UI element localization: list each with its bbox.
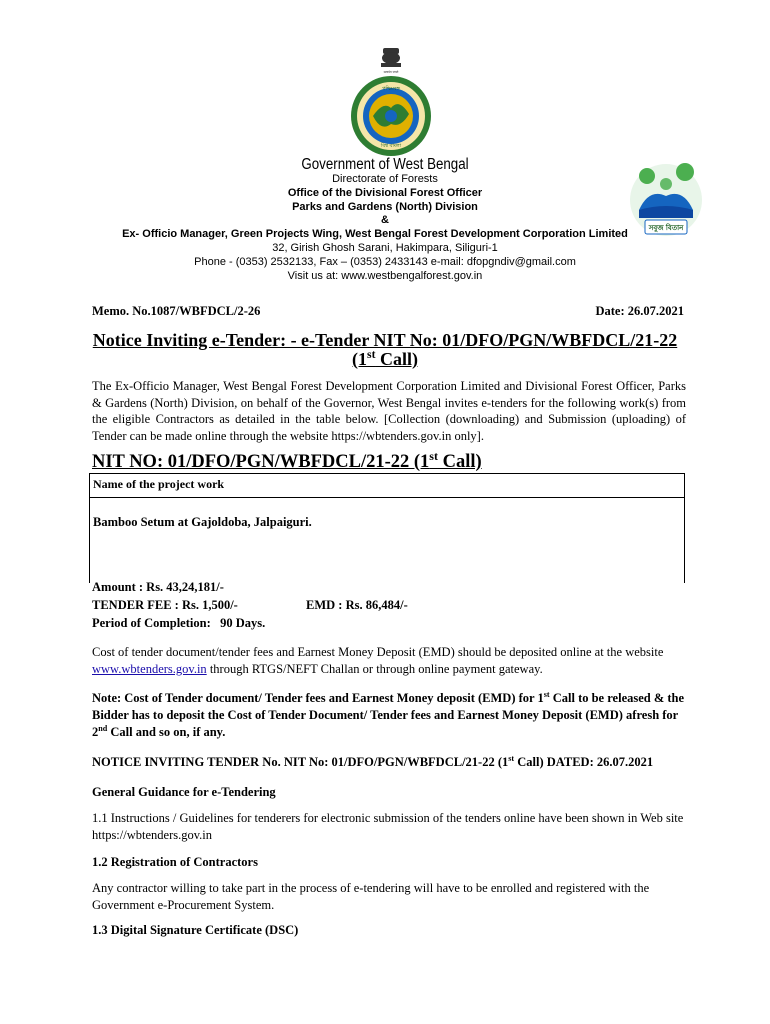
office-title: Office of the Divisional Forest Officer (287, 187, 483, 199)
registration-paragraph: Any contractor willing to take part in the process of e-tendering will have to be enrolled and registered with the Government e-Procurement System. (92, 881, 650, 912)
division-title: Parks and Gardens (North) Division (292, 201, 478, 213)
notice-title-line1: Notice Inviting e-Tender: - e-Tender NIT No: 01/DFO/PGN/WBFDCL/21-22 (92, 330, 678, 350)
tender-fee: TENDER FEE : Rs. 1,500/- (92, 598, 238, 612)
contact-line: Phone - (0353) 2532133, Fax – (0353) 2433143 e-mail: dfopgndiv@gmail.com (194, 256, 576, 268)
period-of-completion: Period of Completion: 90 Days. (92, 616, 266, 630)
note-paragraph: Note: Cost of Tender document/ Tender fees and Earnest Money deposit (EMD) for 1st Call to be released & the Bidder has to deposit the Cost of Tender Document/ Tender fees and Earnest Money Deposit (EMD) afresh for 2nd Call and so on, if any. (92, 689, 685, 739)
logo-text: সবুজ বিতান (648, 224, 684, 232)
table-header-cell: Name of the project work (93, 477, 225, 491)
project-name-cell: Bamboo Setum at Gajoldoba, Jalpaiguri. (93, 515, 312, 529)
website-line: Visit us at: www.westbengalforest.gov.in (287, 270, 483, 282)
notice-title-line2: (1st Call) (352, 348, 418, 369)
govt-title: Government of West Bengal (301, 156, 469, 173)
svg-text:सत्यमेव जयते: सत्यमेव जयते (383, 70, 399, 74)
amount: Amount : Rs. 43,24,181/- (92, 580, 224, 594)
emd: EMD : Rs. 86,484/- (306, 598, 408, 612)
memo-date: Date: 26.07.2021 (595, 304, 684, 318)
intro-paragraph: The Ex-Officio Manager, West Bengal Forest Development Corporation Limited and Divisional Forest Officer, Parks & Gardens (North) Division, on behalf of the Governor, West Bengal invites e-tenders for the following work(s) from the eligible Contractors as detailed in the table below. [Collection (downloading) and Submission (uploading) of Tender can be made online through the website https://wbtenders.gov.in only]. (92, 379, 686, 443)
ampersand: & (381, 214, 389, 226)
guidance-heading: General Guidance for e-Tendering (92, 785, 276, 799)
memo-row (92, 304, 684, 319)
nit-dated-line: NOTICE INVITING TENDER No. NIT No: 01/DFO/PGN/WBFDCL/21-22 (1st Call) DATED: 26.07.2021 (92, 753, 654, 769)
dsc-heading: 1.3 Digital Signature Certificate (DSC) (92, 923, 299, 937)
address: 32, Girish Ghosh Sarani, Hakimpara, Siliguri-1 (272, 242, 498, 254)
project-work-table (89, 473, 685, 583)
nit-heading: NIT NO: 01/DFO/PGN/WBFDCL/21-22 (1st Call) (92, 448, 482, 472)
exofficio-line: Ex- Officio Manager, Green Projects Wing, West Bengal Forest Development Corporation Limited (122, 228, 628, 240)
registration-heading: 1.2 Registration of Contractors (92, 855, 258, 869)
directorate: Directorate of Forests (332, 173, 438, 185)
memo-number: Memo. No.1087/WBFDCL/2-26 (92, 304, 261, 318)
svg-text:বিশ্ব বাংলা: বিশ্ব বাংলা (380, 143, 402, 149)
svg-text:পশ্চিমবঙ্গ: পশ্চিমবঙ্গ (382, 86, 400, 92)
guidance-1-1: 1.1 Instructions / Guidelines for tenderers for electronic submission of the tenders online have been shown in Web site https://wbtenders.gov.in (92, 811, 684, 842)
wbtenders-link[interactable]: www.wbtenders.gov.in (92, 661, 207, 676)
west-bengal-emblem-icon (343, 46, 439, 158)
cost-paragraph: Cost of tender document/tender fees and Earnest Money Deposit (EMD) should be deposited online at the website www.wbtenders.gov.in through RTGS/NEFT Challan or through online payment gateway. (92, 645, 664, 676)
